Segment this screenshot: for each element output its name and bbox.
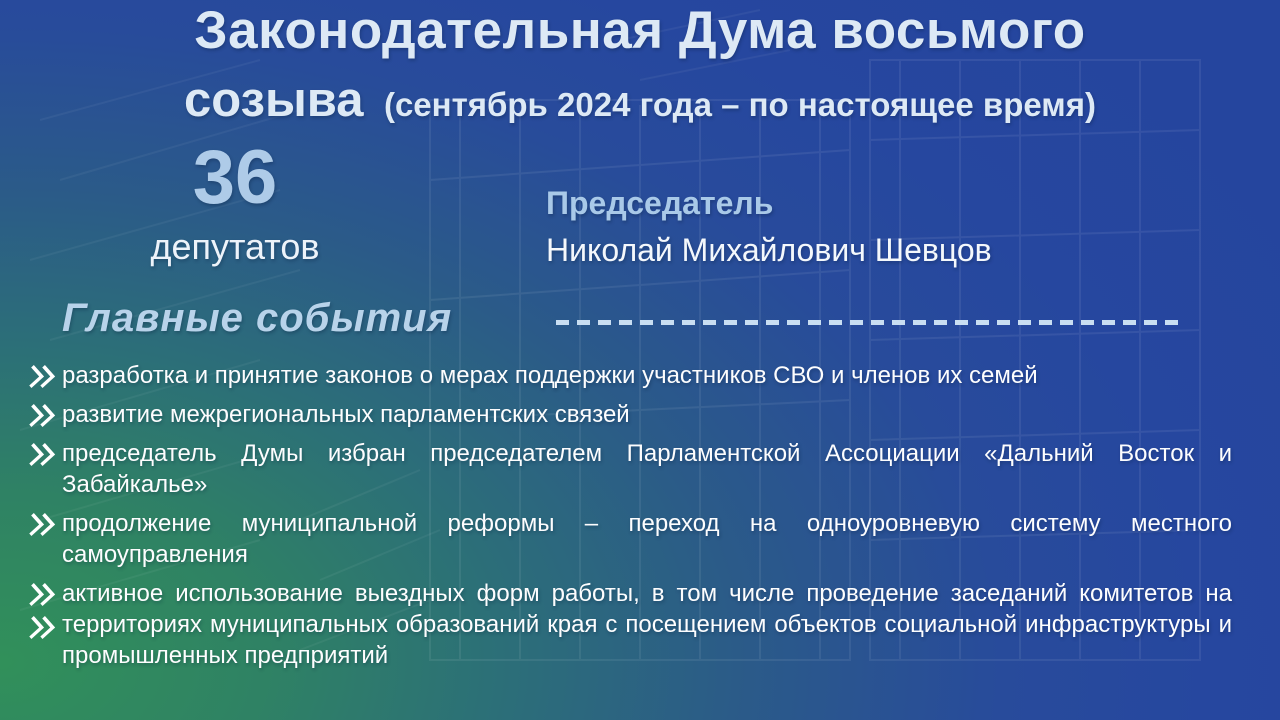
double-chevron-icon [28, 614, 62, 641]
list-item-text: председатель Думы избран председателем Парламентской Ассоциации «Дальний Восток и Забайкалье» [62, 440, 1232, 498]
double-chevron-icon [28, 360, 62, 390]
chairman-name: Николай Михайлович Шевцов [546, 232, 992, 269]
double-chevron-icon [28, 578, 62, 608]
deputies-stat [115, 135, 355, 268]
deputies-count-label: депутатов [150, 225, 320, 267]
double-chevron-icon [28, 438, 62, 468]
double-chevron-icon [28, 399, 62, 429]
list-item-text: продолжение муниципальной реформы – переход на одноуровневую систему местного самоуправления [62, 510, 1232, 568]
list-item-text: разработка и принятие законов о мерах поддержки участников СВО и членов их семей [62, 362, 1038, 389]
list-item [28, 360, 1232, 391]
slide-title-line1: Законодательная Дума восьмого [194, 1, 1086, 60]
deputies-count: 36 [192, 135, 278, 220]
chairman-title: Председатель [546, 185, 774, 221]
events-heading: Главные события [62, 296, 453, 340]
dashed-divider [556, 320, 1180, 325]
list-item [28, 399, 1232, 430]
list-item [28, 578, 1232, 671]
list-item-text: активное использование выездных форм работы, в том числе проведение заседаний комитетов на территориях муниципальных образований края с посещением объектов социальной инфраструктуры и промышленных предприятий [62, 580, 1232, 669]
slide-title-line2-main: созыва [184, 73, 364, 127]
chairman-block [546, 186, 992, 268]
list-item-text: развитие межрегиональных парламентских связей [62, 401, 630, 428]
list-item [28, 508, 1232, 570]
events-list [28, 360, 1232, 679]
double-chevron-icon [28, 508, 62, 538]
slide-title-line2 [0, 70, 1280, 142]
slide-title-period: (сентябрь 2024 года – по настоящее время) [383, 86, 1096, 123]
list-item [28, 438, 1232, 500]
